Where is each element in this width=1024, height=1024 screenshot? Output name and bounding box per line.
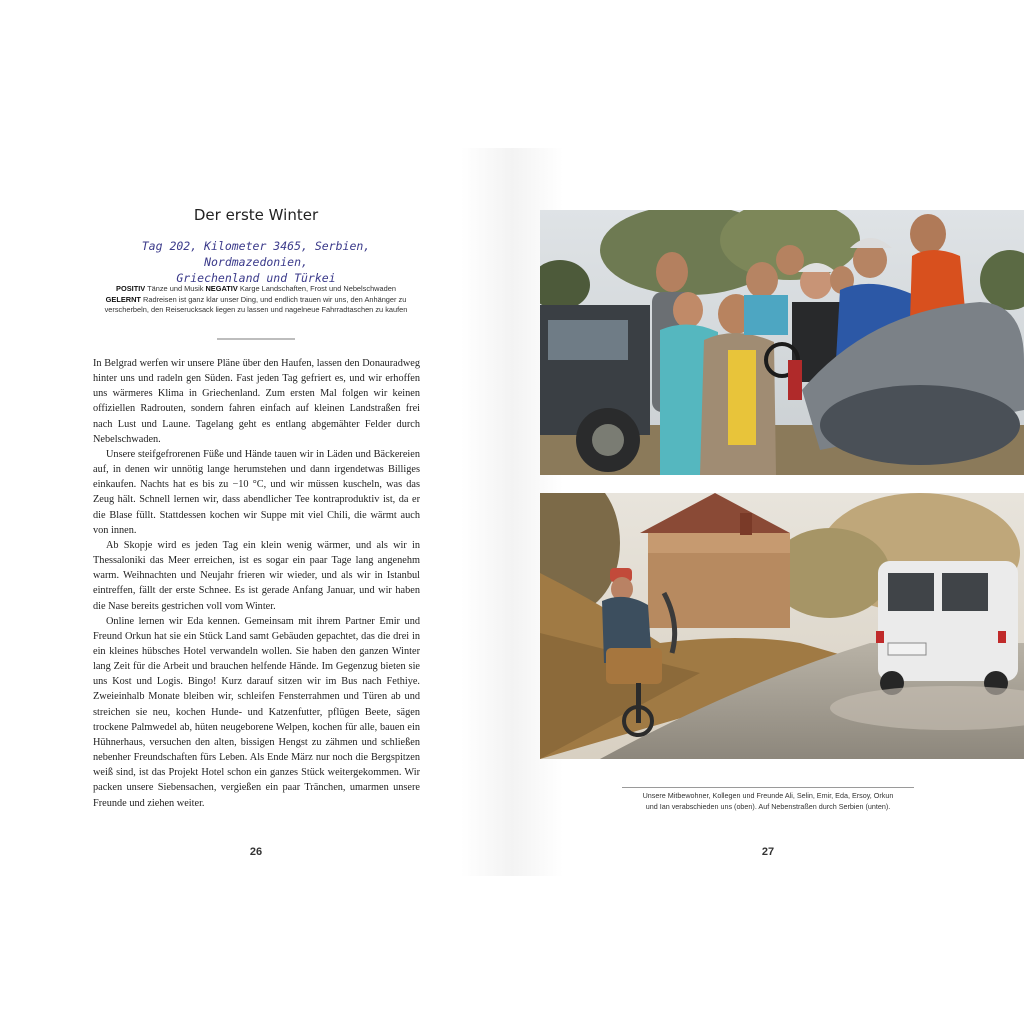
chapter-summary [100,284,412,316]
body-text [93,356,420,811]
group-photo [540,210,1024,475]
right-page [512,148,1024,876]
photo-caption [608,791,928,812]
book-spread [0,148,1024,876]
paragraph: Unsere steifgefrorenen Füße und Hände tauen wir in Läden und Bäckereien auf, in denen wir unnötig lange herumstehen und dann irgendetwas Billiges einkaufen. Nachts hat es bis zu −10 °C, und wir müssen kuscheln, was das Zeug hält. Schnell lernen wir, dass abendlicher Tee kontraproduktiv ist, da er die Blase füllt. Stattdessen kochen wir Suppe mit viel Chili, die wärmt auch von innen. [93,448,420,536]
page-number-right: 27 [761,846,775,858]
paragraph: Online lernen wir Eda kennen. Gemeinsam mit ihrem Partner Emir und Freund Orkun hat sie ein Stück Land samt Gebäuden gepachtet, das die drei in ein kleines hübsches Hotel verwandeln wollen. Sie haben den ganzen Winter lang Zeit für die Arbeit und brauchen helfende Hände. Im Gegenzug bieten sie uns Kost und Logis. Bingo! Kurz darauf sitzen wir im Bus nach Fethiye. Zweieinhalb Monate bleiben wir, schleifen Fensterrahmen und Türen ab und streichen sie neu, kochen Hunde- und Katzenfutter, pflügen Beete, sägen trockene Palmwedel ab, hüten neugeborene Welpen, kochen für alle, bauen ein Hühnerhaus, versuchen den alten, bissigen Hengst zu zähmen und schließen nebenher Freundschaften fürs Leben. Als Ende März nur noch die Bergspitzen weiß sind, ist das Projekt Hotel schon ein ganzes Stück weitergekommen. Wir packen unsere Siebensachen, vergießen ein paar Tränchen, umarmen unsere Freunde und ziehen weiter. [93,615,420,809]
chapter-subtitle [94,238,418,286]
subtitle-line-1: Tag 202, Kilometer 3465, Serbien, Nordmazedonien, [141,239,371,269]
road-photo [540,493,1024,759]
chapter-title: Der erste Winter [193,206,319,224]
negativ-text: Karge Landschaften, Frost und Nebelschwaden [237,284,396,293]
paragraph: Ab Skopje wird es jeden Tag ein klein wenig wärmer, und als wir in Thessaloniki das Meer erreichen, ist es sogar ein paar Tage lang angenehm warm. Weihnachten und Neujahr frieren wir wieder, und als wir in Istanbul eintreffen, fällt der erste Schnee. Es ist gerade Anfang Januar, und wir haben die Nase bereits gestrichen voll vom Winter. [93,539,420,612]
negativ-label: NEGATIV [205,284,238,293]
caption-line-2: und Ian verabschieden uns (oben). Auf Nebenstraßen durch Serbien (unten). [645,801,891,811]
caption-rule [622,787,914,788]
caption-line-1: Unsere Mitbewohner, Kollegen und Freunde Ali, Selin, Emir, Eda, Ersoy, Orkun [642,791,894,800]
left-page [0,148,512,876]
page-number-left: 26 [249,846,263,858]
gelernt-text: Radreisen ist ganz klar unser Ding, und endlich trauen wir uns, den Anhänger zu verscherbeln, den Reiserucksack liegen zu lassen und nagelneue Fahrradtaschen zu kaufen [104,294,408,315]
positiv-text: Tänze und Musik [145,284,206,293]
divider-rule [217,338,295,340]
positiv-label: POSITIV [116,284,146,293]
paragraph: In Belgrad werfen wir unsere Pläne über den Haufen, lassen den Donauradweg hinter uns und radeln gen Süden. Fast jeden Tag gefriert es, und wir erhoffen uns wärmeres Klima in Griechenland. Zum ersten Mal folgen wir keinen offiziellen Radrouten, sondern fahren einfach auf kleinen Landstraßen frei nach Lust und Laune. Tagelang geht es entlang abgemähter Felder durch Nebelschwaden. [93,358,420,445]
subtitle-line-2: Griechenland und Türkei [176,271,336,285]
gelernt-label: GELERNT [105,294,141,304]
